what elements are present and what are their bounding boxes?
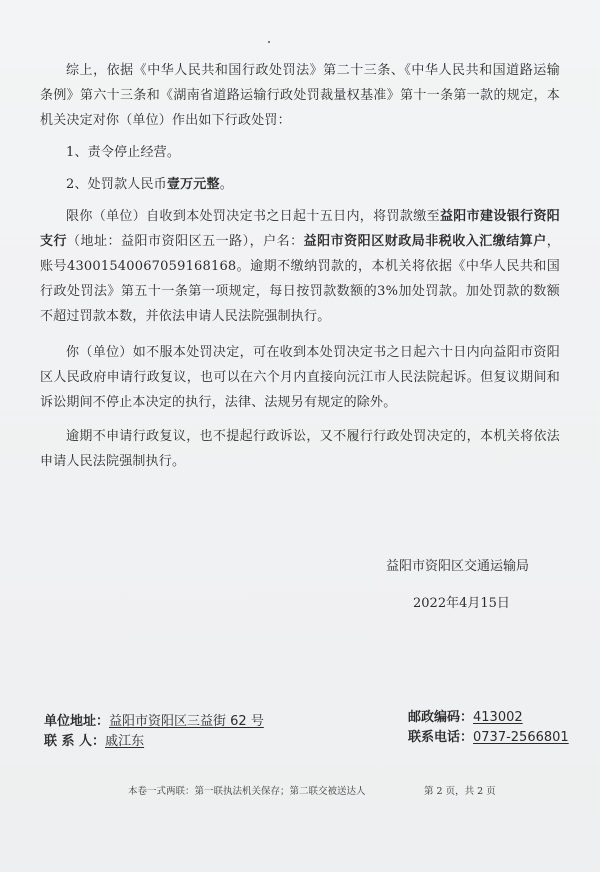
footer-postal [408, 706, 523, 725]
page-number: 第 2 页，共 2 页 [424, 786, 496, 797]
payment-text-4: 。逾期不缴纳罚款的，本机关将依据《中华人民共和国行政处罚法》第五十一条第一项规定，每日按罚款数额的3%加处罚款。加处罚款的数额不超过罚款本数，并依法申请人民法院强制执行。 [40, 259, 560, 324]
penalty-item-2-suffix: 。 [219, 177, 233, 192]
address-value: 益阳市资阳区三益街 62 号 [109, 714, 264, 729]
penalty-item-1: 1、责令停止经营。 [66, 145, 181, 160]
penalty-item-2-prefix: 2、处罚款人民币 [66, 177, 167, 192]
payment-text-1: 限你（单位）自收到本处罚决定书之日起十五日内，将罚款缴至 [66, 209, 440, 224]
phone-label: 联系电话： [408, 730, 474, 745]
postal-value: 413002 [473, 710, 523, 725]
decision-paragraph: 综上，依据《中华人民共和国行政处罚法》第二十三条、《中华人民共和国道路运输条例》第六十三条和《湖南省道路运输行政处罚裁量权基准》第十一条第一款的规定，本机关决定对你（单位）作出如下行政处罚： [40, 63, 560, 128]
footer-contact [44, 730, 144, 749]
account-name: 益阳市资阳区财政局非税收入汇缴结算户 [303, 234, 547, 249]
fine-amount: 壹万元整 [166, 177, 220, 192]
scan-speck [268, 41, 270, 43]
postal-label: 邮政编码： [408, 710, 474, 725]
issuing-organization: 益阳市资阳区交通运输局 [386, 559, 530, 574]
contact-value: 戚江东 [105, 734, 145, 749]
payment-text-2: （地址：益阳市资阳区五一路），户名： [67, 234, 304, 249]
copies-note: 本卷一式两联：第一联执法机关保存；第二联交被送达人 [128, 786, 366, 797]
payment-paragraph [40, 204, 560, 329]
enforcement-paragraph: 逾期不申请行政复议，也不提起行政诉讼，又不履行行政处罚决定的，本机关将依法申请人民法院强制执行。 [40, 429, 560, 469]
footer-phone [408, 726, 569, 745]
address-label: 单位地址： [44, 714, 110, 729]
payment-text-3: ，账号 [40, 234, 560, 274]
bank-name: 益阳市建设银行资阳支行 [40, 209, 560, 249]
footer-address [44, 710, 264, 729]
appeal-paragraph: 你（单位）如不服本处罚决定，可在收到本处罚决定书之日起六十日内向益阳市资阳区人民政府申请行政复议，也可以在六个月内直接向沅江市人民法院起诉。但复议期间和诉讼期间不停止本决定的执行，法律、法规另有规定的除外。 [40, 345, 560, 410]
contact-label: 联 系 人： [44, 734, 106, 749]
issue-date: 2022年4月15日 [413, 596, 510, 611]
phone-value: 0737-2566801 [473, 730, 569, 745]
penalty-item-2 [40, 172, 560, 197]
account-number: 43001540067059168168 [66, 259, 237, 274]
